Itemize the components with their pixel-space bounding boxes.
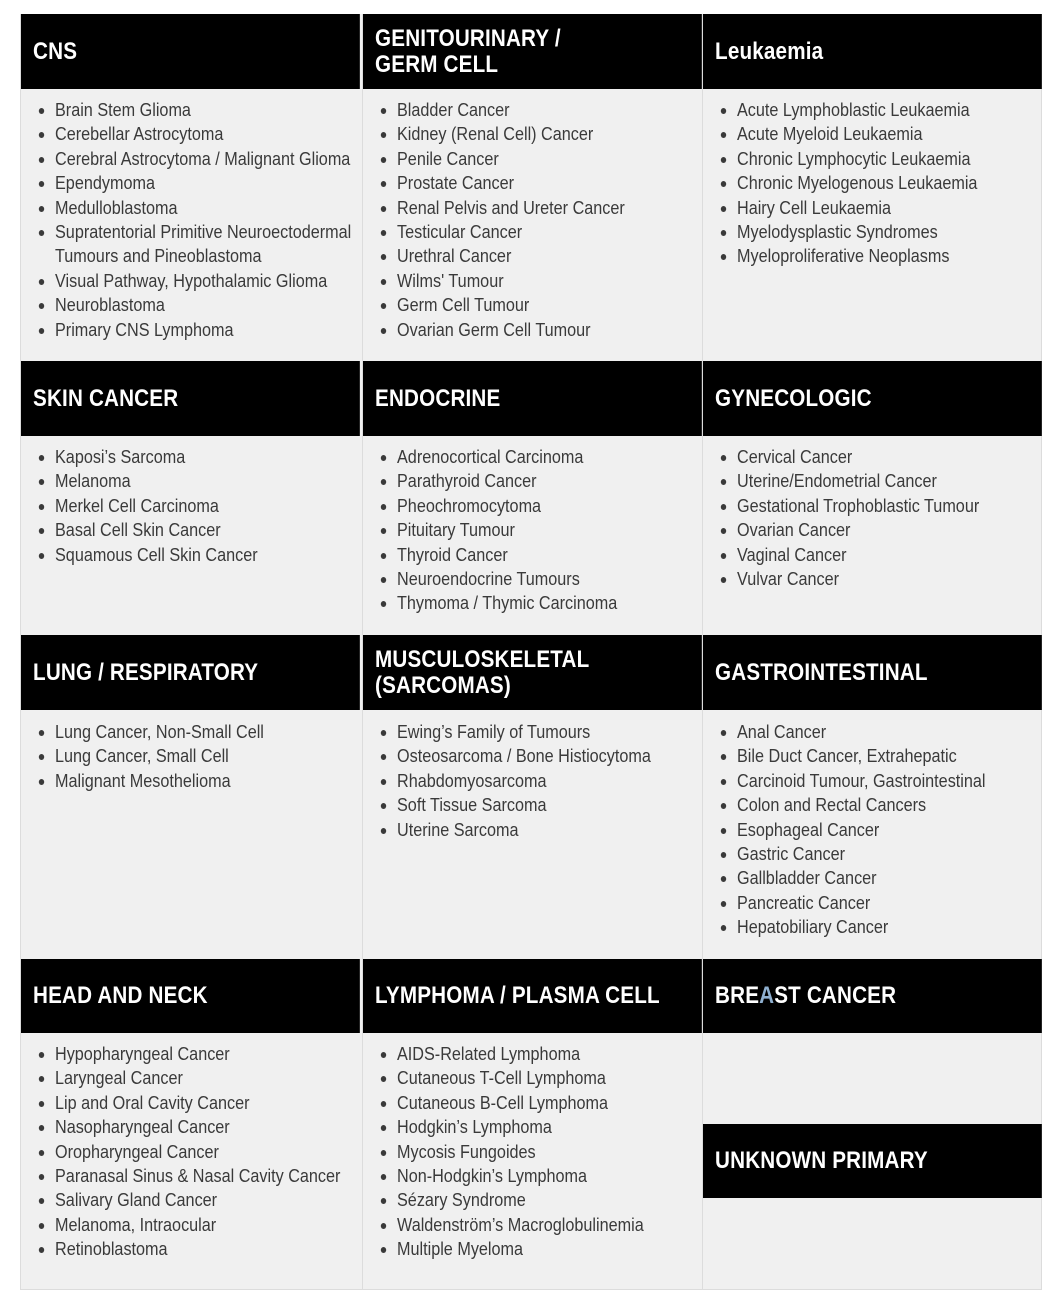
- section-header-musculoskeletal: [363, 635, 702, 710]
- list-item: Melanoma, Intraocular: [55, 1213, 361, 1237]
- list-item: Hypopharyngeal Cancer: [55, 1042, 361, 1066]
- list-item: Sézary Syndrome: [397, 1188, 703, 1212]
- list-item-continuation: Tumours and Pineoblastoma: [55, 246, 262, 267]
- list-item: Penile Cancer: [397, 147, 703, 171]
- list-item: Gestational Trophoblastic Tumour: [737, 494, 1043, 518]
- section-header-leukaemia: Leukaemia: [703, 14, 1042, 89]
- list-item: Visual Pathway, Hypothalamic Glioma: [55, 269, 361, 293]
- section-header-cns: CNS: [21, 14, 360, 89]
- list-item: Gastric Cancer: [737, 842, 1043, 866]
- list-item: Basal Cell Skin Cancer: [55, 518, 361, 542]
- list-item: Hairy Cell Leukaemia: [737, 196, 1043, 220]
- list-item: Kidney (Renal Cell) Cancer: [397, 122, 703, 146]
- list-item: Neuroblastoma: [55, 293, 361, 317]
- list-item: Ewing’s Family of Tumours: [397, 720, 703, 744]
- list-item: Lung Cancer, Small Cell: [55, 744, 361, 768]
- column-3: [702, 14, 1043, 1289]
- list-item: Uterine/Endometrial Cancer: [737, 469, 1043, 493]
- list-item: Anal Cancer: [737, 720, 1043, 744]
- section-title: MUSCULOSKELETAL (SARCOMAS): [375, 645, 590, 699]
- section-header-genitourinary: [363, 14, 702, 89]
- list-item: Squamous Cell Skin Cancer: [55, 543, 361, 567]
- section-header-lung-respiratory: LUNG / RESPIRATORY: [21, 635, 360, 710]
- list-item: Carcinoid Tumour, Gastrointestinal: [737, 769, 1043, 793]
- section-list-cns: [21, 98, 361, 342]
- list-item: Neuroendocrine Tumours: [397, 567, 703, 591]
- list-item: Bladder Cancer: [397, 98, 703, 122]
- section-header-endocrine: ENDOCRINE: [363, 361, 702, 436]
- list-item: AIDS-Related Lymphoma: [397, 1042, 703, 1066]
- list-item: Waldenström’s Macroglobulinemia: [397, 1213, 703, 1237]
- list-item: Hepatobiliary Cancer: [737, 915, 1043, 939]
- list-item: Myelodysplastic Syndromes: [737, 220, 1043, 244]
- list-item: Nasopharyngeal Cancer: [55, 1115, 361, 1139]
- section-header-gastrointestinal: GASTROINTESTINAL: [703, 635, 1042, 710]
- list-item: Cutaneous T-Cell Lymphoma: [397, 1066, 703, 1090]
- list-item: Supratentorial Primitive Neuroectodermal: [55, 220, 361, 244]
- list-item: Lip and Oral Cavity Cancer: [55, 1091, 361, 1115]
- section-list-genitourinary: [363, 98, 703, 342]
- list-item: Hodgkin’s Lymphoma: [397, 1115, 703, 1139]
- list-item: Renal Pelvis and Ureter Cancer: [397, 196, 703, 220]
- list-item: Vulvar Cancer: [737, 567, 1043, 591]
- list-item: Colon and Rectal Cancers: [737, 793, 1043, 817]
- section-list-skin-cancer: [21, 445, 361, 567]
- column-2: [362, 14, 703, 1289]
- list-item: Malignant Mesothelioma: [55, 769, 361, 793]
- section-list-gastrointestinal: [703, 720, 1043, 940]
- section-header-unknown-primary: UNKNOWN PRIMARY: [703, 1124, 1042, 1198]
- section-list-musculoskeletal: [363, 720, 703, 842]
- list-item: Laryngeal Cancer: [55, 1066, 361, 1090]
- list-item: Soft Tissue Sarcoma: [397, 793, 703, 817]
- list-item: Kaposi’s Sarcoma: [55, 445, 361, 469]
- list-item: Pancreatic Cancer: [737, 891, 1043, 915]
- list-item: Melanoma: [55, 469, 361, 493]
- list-item: Cerebral Astrocytoma / Malignant Glioma: [55, 147, 361, 171]
- list-item: Non-Hodgkin’s Lymphoma: [397, 1164, 703, 1188]
- list-item: Medulloblastoma: [55, 196, 361, 220]
- section-list-endocrine: [363, 445, 703, 616]
- list-item: Vaginal Cancer: [737, 543, 1043, 567]
- list-item: Lung Cancer, Non-Small Cell: [55, 720, 361, 744]
- section-list-leukaemia: [703, 98, 1043, 269]
- list-item: Mycosis Fungoides: [397, 1140, 703, 1164]
- list-item: Primary CNS Lymphoma: [55, 318, 361, 342]
- list-item: Cerebellar Astrocytoma: [55, 122, 361, 146]
- cancer-types-grid: [20, 14, 1042, 1290]
- list-item: Multiple Myeloma: [397, 1237, 703, 1261]
- list-item: Acute Lymphoblastic Leukaemia: [737, 98, 1043, 122]
- list-item: Oropharyngeal Cancer: [55, 1140, 361, 1164]
- list-item: Adrenocortical Carcinoma: [397, 445, 703, 469]
- section-list-lung-respiratory: [21, 720, 361, 793]
- list-item: Pituitary Tumour: [397, 518, 703, 542]
- list-item: Myeloproliferative Neoplasms: [737, 244, 1043, 268]
- list-item: Brain Stem Glioma: [55, 98, 361, 122]
- list-item: Cervical Cancer: [737, 445, 1043, 469]
- list-item: Germ Cell Tumour: [397, 293, 703, 317]
- list-item: Urethral Cancer: [397, 244, 703, 268]
- section-header-gynecologic: GYNECOLOGIC: [703, 361, 1042, 436]
- list-item: Wilms' Tumour: [397, 269, 703, 293]
- list-item: Esophageal Cancer: [737, 818, 1043, 842]
- list-item: Pheochromocytoma: [397, 494, 703, 518]
- section-list-lymphoma: [363, 1042, 703, 1262]
- list-item: Salivary Gland Cancer: [55, 1188, 361, 1212]
- section-title: GENITOURINARY / GERM CELL: [375, 24, 561, 78]
- section-list-head-and-neck: [21, 1042, 361, 1262]
- list-item: Testicular Cancer: [397, 220, 703, 244]
- list-item: Acute Myeloid Leukaemia: [737, 122, 1043, 146]
- list-item: Bile Duct Cancer, Extrahepatic: [737, 744, 1043, 768]
- column-1: [21, 14, 361, 1289]
- section-header-breast-cancer: [703, 959, 1042, 1033]
- list-item: Parathyroid Cancer: [397, 469, 703, 493]
- list-item: Thyroid Cancer: [397, 543, 703, 567]
- list-item: Paranasal Sinus & Nasal Cavity Cancer: [55, 1164, 361, 1188]
- list-item: Ovarian Germ Cell Tumour: [397, 318, 703, 342]
- list-item: Rhabdomyosarcoma: [397, 769, 703, 793]
- list-item: Chronic Lymphocytic Leukaemia: [737, 147, 1043, 171]
- section-title: BREAST CANCER: [715, 982, 897, 1009]
- list-item: Prostate Cancer: [397, 171, 703, 195]
- section-list-gynecologic: [703, 445, 1043, 591]
- list-item: Merkel Cell Carcinoma: [55, 494, 361, 518]
- list-item: Thymoma / Thymic Carcinoma: [397, 591, 703, 615]
- list-item: Ependymoma: [55, 171, 361, 195]
- list-item: Retinoblastoma: [55, 1237, 361, 1261]
- list-item: Uterine Sarcoma: [397, 818, 703, 842]
- list-item: Gallbladder Cancer: [737, 866, 1043, 890]
- section-header-skin-cancer: SKIN CANCER: [21, 361, 360, 436]
- list-item: Chronic Myelogenous Leukaemia: [737, 171, 1043, 195]
- list-item: Osteosarcoma / Bone Histiocytoma: [397, 744, 703, 768]
- list-item: Ovarian Cancer: [737, 518, 1043, 542]
- list-item: Cutaneous B-Cell Lymphoma: [397, 1091, 703, 1115]
- section-header-lymphoma: LYMPHOMA / PLASMA CELL: [363, 959, 702, 1033]
- section-header-head-and-neck: HEAD AND NECK: [21, 959, 360, 1033]
